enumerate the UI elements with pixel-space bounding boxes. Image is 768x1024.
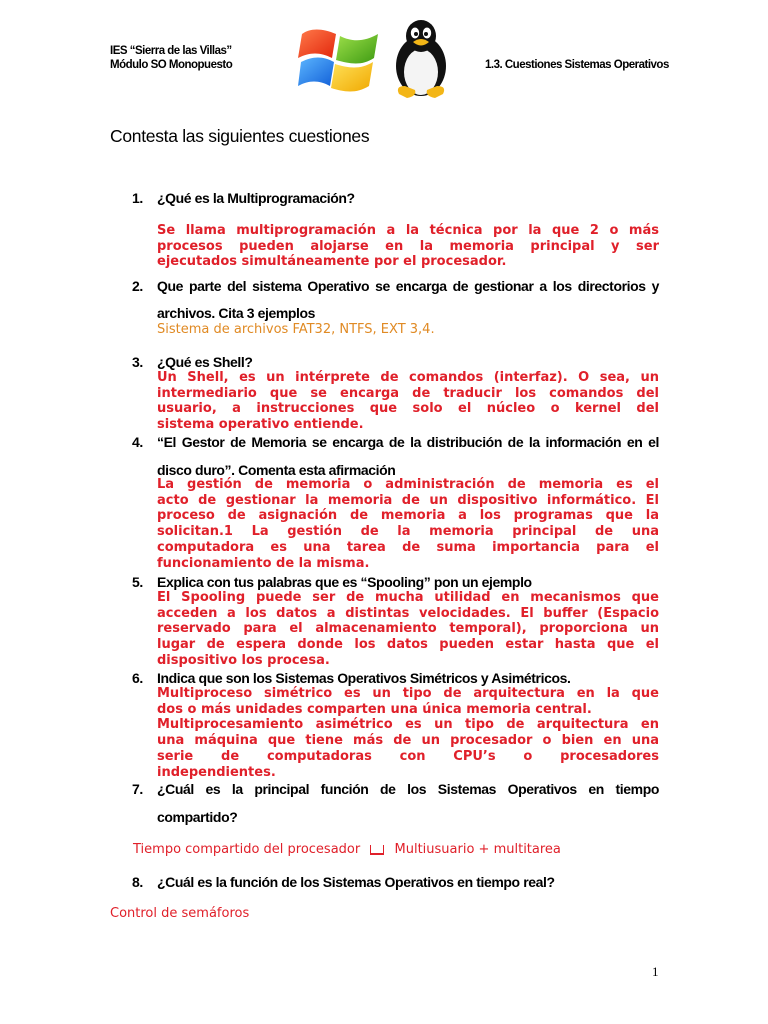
windows-logo-icon [296, 22, 382, 96]
answer-line: El Spooling puede ser de mucha utilidad en mecanismos que [157, 590, 659, 605]
arrow-icon [370, 845, 384, 855]
question-text: archivos. Cita 3 ejemplos [157, 305, 316, 321]
question-text: Indica que son los Sistemas Operativos Simétricos y Asimétricos. [157, 670, 571, 686]
answer-6 [157, 686, 659, 780]
question-text: Explica con tus palabras que es “Spooling” pon un ejemplo [157, 574, 532, 590]
answer-line: Se llama multiprogramación a la técnica por la que 2 o más [157, 223, 659, 238]
question-text: ¿Cuál es la principal función de los Sistemas Operativos en tiempo [157, 781, 659, 797]
answer-line: dispositivo los procesa. [157, 652, 330, 668]
answer-line: reservado para el almacenamiento temporal), proporciona un [157, 621, 659, 637]
answer-line: serie de computadoras con CPU’s o procesadores [157, 748, 659, 764]
answer-line: La gestión de memoria o administración de memoria es el [157, 477, 659, 492]
question-number: 6. [132, 670, 143, 686]
question-number: 7. [132, 781, 143, 797]
answer-line: lugar de espera donde los datos pueden estar hasta que el [157, 637, 659, 653]
question-text: Que parte del sistema Operativo se encarga de gestionar a los directorios y [157, 278, 659, 294]
header-module: Módulo SO Monopuesto [110, 59, 233, 71]
answer-8: Control de semáforos [110, 906, 250, 921]
linux-tux-icon [385, 16, 457, 100]
header-school: IES “Sierra de las Villas” [110, 45, 232, 57]
page-number: 1 [652, 964, 659, 979]
question-text: ¿Qué es Shell? [157, 354, 253, 370]
question-number: 5. [132, 574, 143, 590]
header-doc-ref: 1.3. Cuestiones Sistemas Operativos [485, 59, 669, 71]
answer-line: ejecutados simultáneamente por el procesador. [157, 254, 507, 270]
question-number: 1. [132, 190, 143, 206]
answer-line: sistema operativo entiende. [157, 417, 364, 433]
answer-7 [133, 842, 561, 857]
answer-line: funcionamiento de la misma. [157, 555, 370, 571]
answer-7-right: Multiusuario + multitarea [394, 842, 561, 857]
answer-line: Multiproceso simétrico es un tipo de arquitectura en la que [157, 686, 659, 701]
question-number: 3. [132, 354, 143, 370]
answer-3 [157, 370, 659, 433]
answer-7-left: Tiempo compartido del procesador [133, 842, 361, 857]
answer-line: procesos pueden alojarse en la memoria principal y ser [157, 238, 659, 254]
answer-line: intermediario que se encarga de traducir los comandos del [157, 385, 659, 401]
question-text: ¿Qué es la Multiprogramación? [157, 190, 355, 206]
answer-line: acceden a los datos a distintas velocidades. El buffer (Espacio [157, 605, 659, 621]
question-text: disco duro”. Comenta esta afirmación [157, 462, 396, 478]
question-number: 8. [132, 874, 143, 890]
page-title: Contesta las siguientes cuestiones [110, 126, 370, 146]
question-text: compartido? [157, 809, 238, 825]
question-text: “El Gestor de Memoria se encarga de la distribución de la información en el [157, 434, 659, 450]
answer-4 [157, 477, 659, 571]
answer-line: dos o más unidades comparten una única memoria central. [157, 701, 592, 717]
answer-line: una máquina que tiene más de un procesador o bien en una [157, 733, 659, 749]
question-number: 2. [132, 278, 143, 294]
answer-line: solicitan.1 La gestión de la memoria principal de una [157, 524, 659, 540]
question-text: ¿Cuál es la función de los Sistemas Operativos en tiempo real? [157, 874, 555, 890]
answer-line: independientes. [157, 764, 276, 780]
answer-line: Un Shell, es un intérprete de comandos (interfaz). O sea, un [157, 370, 659, 385]
answer-line: proceso de asignación de memoria a los programas que la [157, 508, 659, 524]
answer-2: Sistema de archivos FAT32, NTFS, EXT 3,4. [157, 322, 435, 337]
answer-line: Multiprocesamiento asimétrico es un tipo de arquitectura en [157, 717, 659, 733]
answer-1 [157, 223, 659, 270]
question-number: 4. [132, 434, 143, 450]
answer-line: usuario, a instrucciones que solo el núcleo o kernel del [157, 401, 659, 417]
answer-5 [157, 590, 659, 669]
answer-line: computadora es una tarea de suma importancia para el [157, 539, 659, 555]
answer-line: acto de gestionar la memoria de un dispositivo informático. El [157, 492, 659, 508]
